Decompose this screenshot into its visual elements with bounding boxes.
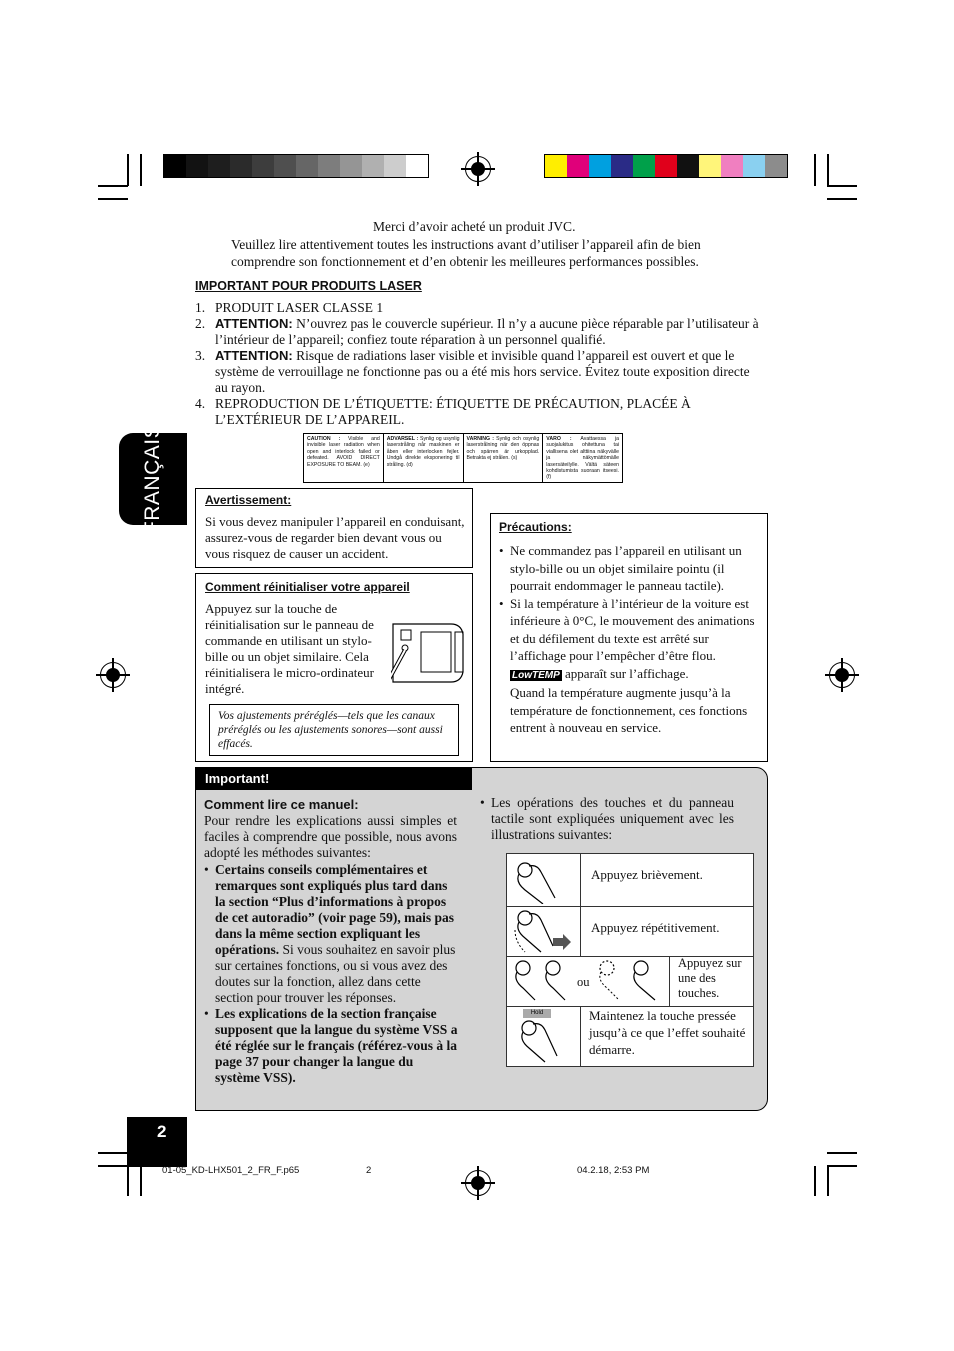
precaution-item: • Ne commandez pas l’appareil en utilisant un stylo-bille ou un objet similaire pointu (il pourrait endommager le panneau tactile). [499, 542, 757, 595]
laser-item-bold: ATTENTION: [215, 316, 293, 331]
precaution-text: apparaît sur l’affichage. [561, 665, 689, 681]
color-swatch [545, 155, 567, 177]
label-cell-text: Avattaessa ja suojalukitus ohitettuna tai viallisena olet alttiina näkyvälle ja näkymättömälle lasersäteilylle. Vältä säteen kohdistumista suoraan itseesi. [546, 436, 619, 475]
crop-mark [814, 1166, 816, 1196]
operations-table [506, 853, 754, 1067]
lowtemp-indicator: LowTEMP [512, 669, 560, 681]
precaution-text: Quand la température augmente jusqu’à la température de fonctionnement, ces fonctions entrent à nouveau en service. [510, 685, 748, 735]
language-tab [119, 423, 187, 535]
reset-panel-illustration-icon [391, 614, 471, 694]
crop-mark [827, 1152, 857, 1154]
crop-mark [127, 154, 129, 186]
precautions-title: Précautions: [499, 520, 572, 534]
laser-item-text: PRODUIT LASER CLASSE 1 [215, 300, 384, 315]
reset-title: Comment réinitialiser votre appareil [205, 580, 410, 594]
label-cell-head: ADVARSEL : [386, 436, 419, 442]
crop-mark [98, 198, 128, 200]
label-cell [384, 434, 464, 482]
label-cell-text: Synlig og usynlig laserstråling når maskinen er åben eller interlocken fejler. Undgå direkte eksponering til stråling. [386, 436, 460, 468]
label-cell [543, 434, 622, 482]
reset-text: Appuyez sur la touche de réinitialisation sur le panneau de commande en utilisant un stylo-bille ou un objet similaire. Cela réinitialisera le micro-ordinateur intégré. [205, 601, 374, 696]
color-swatch [230, 155, 252, 177]
color-swatch [318, 155, 340, 177]
warning-text: Si vous devez manipuler l’appareil en conduisant, assurez-vous de regarder bien devant vous ou vous risquez de causer un accident. [205, 514, 465, 561]
precautions-list [499, 542, 757, 737]
color-swatch [743, 155, 765, 177]
reset-box [195, 573, 473, 762]
laser-list [195, 300, 765, 428]
language-tab-label: FRANÇAIS [141, 423, 164, 535]
important-intro: Pour rendre les explications aussi simples et faciles à comprendre que possible, nous avons adopté les méthodes suivantes: [204, 813, 457, 860]
footer-filename: 01-05_KD-LHX501_2_FR_F.p65 [162, 1165, 300, 1176]
footer-page: 2 [366, 1165, 372, 1176]
registration-mark-icon [465, 156, 491, 182]
operation-label: Appuyez brièvement. [591, 867, 703, 882]
table-row [507, 956, 753, 1007]
registration-mark-icon [829, 662, 855, 688]
reset-note: Vos ajustements préréglés—tels que les canaux préréglés ou les ajustements sonores—sont aussi effacés. [218, 710, 443, 750]
crop-mark [827, 154, 829, 186]
or-label: ou [577, 975, 590, 989]
label-cell [304, 434, 384, 482]
operation-label: Maintenez la touche pressée jusqu’à ce que l’effet souhaité démarre. [589, 1008, 746, 1057]
laser-item-number: 1. [195, 300, 206, 315]
precaution-item [499, 595, 757, 737]
color-swatch [186, 155, 208, 177]
footer-date: 04.2.18, 2:53 PM [577, 1165, 650, 1176]
label-cell-code: (f) [546, 474, 552, 481]
color-swatch [252, 155, 274, 177]
color-swatch [406, 155, 428, 177]
intro-text: Veuillez lire attentivement toutes les instructions avant d’utiliser l’appareil afin de bien comprendre son fonctionnement et d’en obtenir les meilleures performances possibles. [231, 237, 701, 269]
crop-mark [827, 198, 857, 200]
crop-mark [814, 154, 816, 186]
laser-caution-label [303, 433, 623, 483]
crop-mark [140, 1166, 142, 1196]
crop-mark [127, 1166, 129, 1196]
press-finger-icon [511, 858, 571, 904]
label-cell-head: CAUTION : [307, 436, 341, 442]
important-title: Important! [196, 768, 472, 790]
operation-label: Appuyez répétitivement. [591, 920, 720, 935]
laser-item [195, 316, 765, 348]
color-swatch [589, 155, 611, 177]
laser-item-number: 3. [195, 348, 206, 363]
intro-thanks: Merci d’avoir acheté un produit JVC. [373, 219, 576, 234]
hold-badge: Hold [523, 1009, 551, 1018]
label-cell-code: (s) [511, 455, 518, 462]
color-swatch [362, 155, 384, 177]
laser-item-number: 4. [195, 396, 206, 411]
laser-item [195, 300, 765, 316]
laser-title: IMPORTANT POUR PRODUITS LASER [195, 279, 422, 293]
important-list [204, 862, 461, 1086]
laser-item [195, 348, 765, 396]
color-swatch [340, 155, 362, 177]
crop-mark [140, 154, 142, 186]
important-subtitle: Comment lire ce manuel: [204, 797, 359, 812]
color-swatch [699, 155, 721, 177]
hold-finger-icon [511, 1018, 571, 1064]
operation-label: Appuyez sur une des touches. [678, 956, 742, 1000]
precaution-text: Si la température à l’intérieur de la voiture est inférieure à 0°C, le mouvement des animations et du défilement du texte est arrêté sur l’affichage pour l’empêcher d’être flou. [510, 595, 755, 663]
warning-box [195, 488, 473, 568]
important-item [204, 1006, 461, 1086]
label-cell [464, 434, 544, 482]
laser-item-body: N’ouvrez pas le couvercle supérieur. Il n’y a aucune pièce réparable par l’utilisateur à l’intérieur de l’appareil; confiez toute réparation à un personnel qualifié. [215, 316, 759, 347]
precautions-box [490, 513, 768, 762]
label-cell-head: VARNING : [466, 436, 494, 442]
table-row [507, 906, 753, 957]
color-swatch [655, 155, 677, 177]
laser-item-body: Risque de radiations laser visible et invisible quand l’appareil est ouvert et que le système de verrouillage ne fonctionne pas ou a été mis hors service. Évitez toute exposition directe au rayon. [215, 348, 750, 395]
crop-mark [827, 185, 857, 187]
color-swatch [164, 155, 186, 177]
registration-mark-icon [465, 1170, 491, 1196]
table-row [507, 1006, 753, 1066]
color-swatch [611, 155, 633, 177]
important-box [195, 767, 768, 1111]
laser-item-text [215, 348, 765, 396]
crop-mark [98, 185, 128, 187]
laser-item [195, 396, 765, 428]
color-swatch [274, 155, 296, 177]
crop-mark [827, 1166, 829, 1196]
laser-item-text: REPRODUCTION DE L’ÉTIQUETTE: ÉTIQUETTE DE PRÉCAUTION, PLACÉE À L’EXTÉRIEUR DE L’APPAREIL. [215, 396, 691, 427]
label-cell-code: (d) [406, 461, 413, 468]
crop-mark [827, 1165, 857, 1167]
label-cell-head: VARO : [546, 436, 572, 442]
crop-mark [98, 1165, 128, 1167]
important-item-bold: Certains conseils complémentaires et remarques sont expliqués plus tard dans la section “Plus d’informations à propos de cet autoradio” (voir page 59), mais pas dans la même section expliquant les opérations. [215, 862, 454, 957]
page-number: 2 [127, 1117, 187, 1167]
color-swatch [567, 155, 589, 177]
two-fingers-icon [509, 958, 569, 1004]
color-swatch [208, 155, 230, 177]
alternate-fingers-icon [593, 958, 667, 1004]
operations-item: • Les opérations des touches et du panneau tactile sont expliquées uniquement avec les illustrations suivantes: [480, 795, 734, 843]
grayscale-bar [163, 154, 429, 178]
important-item-bold: Les explications de la section française supposent que la langue du système VSS a été réglée sur le français (référez-vous à la page 37 pour changer la langue du système VSS). [215, 1006, 458, 1085]
operations-list [480, 795, 734, 843]
color-swatch [384, 155, 406, 177]
color-swatch [765, 155, 787, 177]
label-cell-text: Visible and invisible laser radiation when open and interlock failed or defeated. AVOID DIRECT EXPOSURE TO BEAM. [307, 436, 380, 468]
laser-item-bold: ATTENTION: [215, 348, 293, 363]
label-cell-text: Synlig och osynlig laserstrålning när den öppnas och spärren är urkopplad. Betrakta ej strålen. [466, 436, 540, 462]
laser-item-number: 2. [195, 316, 206, 331]
color-swatch [677, 155, 699, 177]
color-swatch [721, 155, 743, 177]
reset-note-box [209, 704, 459, 756]
registration-mark-icon [100, 662, 126, 688]
color-bar [544, 154, 788, 178]
warning-title: Avertissement: [205, 493, 292, 507]
laser-item-text [215, 316, 765, 348]
important-item-text: Si vous souhaitez en savoir plus sur certaines fonctions, ou si vous avez des doutes sur la fonction, allez dans cette section pour trouver les réponses. [215, 942, 456, 1005]
color-swatch [633, 155, 655, 177]
repeat-press-finger-icon [511, 908, 575, 954]
label-cell-code: (e) [363, 461, 370, 468]
table-row [507, 854, 753, 907]
color-swatch [296, 155, 318, 177]
important-item [204, 862, 461, 1006]
crop-mark [98, 1152, 128, 1154]
